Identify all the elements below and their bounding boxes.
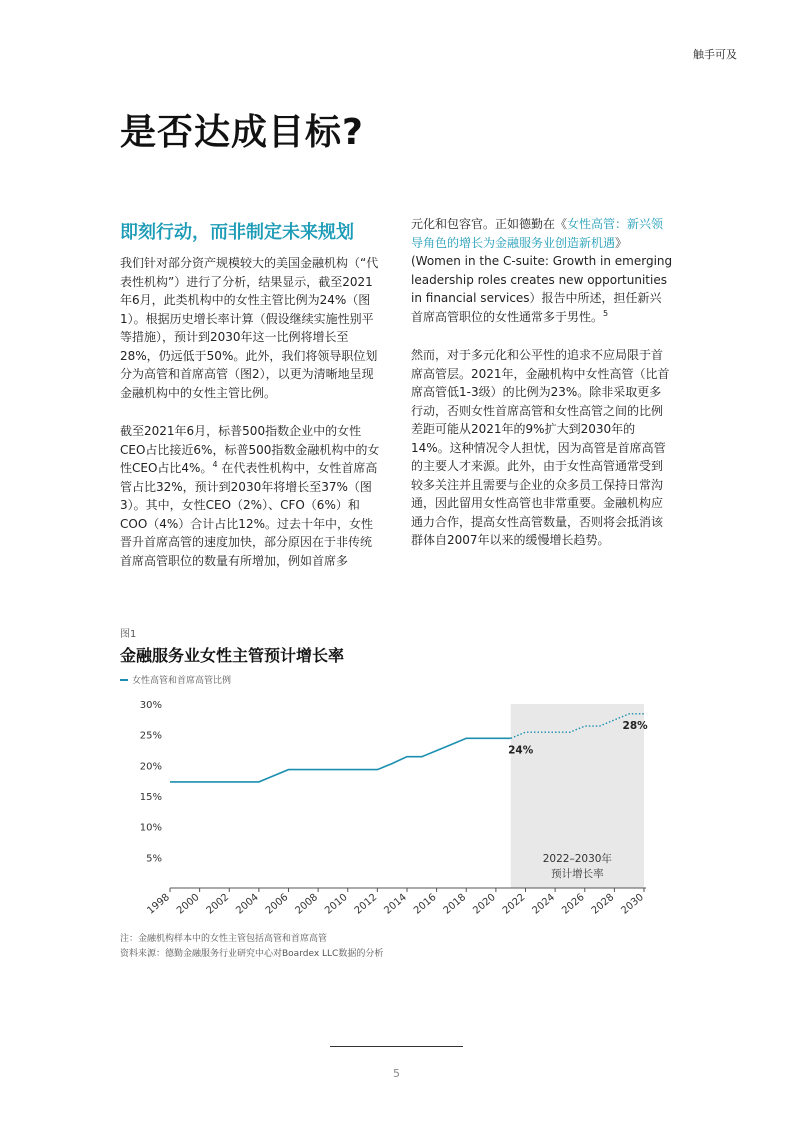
- line-chart: [112, 694, 672, 922]
- x-tick-label: 2016: [411, 891, 439, 917]
- x-tick-label: 2004: [234, 891, 261, 917]
- y-tick-label: 5%: [146, 853, 162, 865]
- x-tick-label: 2026: [560, 891, 587, 917]
- right-column: [411, 215, 673, 570]
- paragraph-right-2: 然而，对于多元化和公平性的追求不应局限于首席高管层。2021年，金融机构中女性高管（比首席高管低1-3级）的比例为23%。除非采取更多行动，否则女性首席高管和女性高管之间的比例差距可能从2021年的9%扩大到2030年的14%。这种情况令人担忧，因为高管是首席高管的主要人才来源。此外，由于女性高管通常受到较多关注并且需要与企业的众多员工保持日常沟通，因此留用女性高管也非常重要。金融机构应通力合作，提高女性高管数量，否则将会抵消该群体自2007年以来的缓慢增长趋势。: [411, 348, 670, 547]
- report-link[interactable]: 女性高管：新兴领导角色的增长为金融服务业创造新机遇: [411, 217, 664, 250]
- page-title: 是否达成目标?: [120, 112, 364, 153]
- section-heading: 即刻行动，而非制定未来规划: [120, 222, 354, 243]
- y-tick-label: 30%: [139, 700, 162, 711]
- x-tick-label: 2010: [323, 891, 350, 917]
- header-section-tag: 触手可及: [693, 48, 737, 61]
- page-number: 5: [393, 1067, 400, 1080]
- legend-label: 女性高管和首席高管比例: [132, 676, 232, 686]
- paragraph-right-1-part-a: 元化和包容官。正如德勤在《: [411, 217, 568, 231]
- figure-notes: [120, 932, 383, 962]
- paragraph-left-1: 我们针对部分资产规模较大的美国金融机构（“代表性机构”）进行了分析，结果显示，截至2021年6月，此类机构中的女性主管比例为24%（图1）。根据历史增长率计算（假设继续实施性别平等措施），预计到2030年这一比例将增长至28%，仍远低于50%。此外，我们将领导职位划分为高管和首席高管（图2），以更为清晰地呈现金融机构中的女性主管比例。: [120, 256, 379, 400]
- data-label-2021: 24%: [508, 744, 534, 757]
- data-label-2030: 28%: [622, 719, 648, 732]
- x-tick-label: 2030: [619, 891, 646, 917]
- x-tick-label: 1998: [145, 891, 172, 917]
- y-tick-label: 25%: [139, 730, 162, 742]
- y-tick-label: 20%: [139, 761, 162, 773]
- figure-label: 图1: [120, 629, 137, 640]
- y-tick-label: 10%: [139, 822, 162, 834]
- x-tick-label: 2002: [204, 891, 232, 917]
- historical-series-line: [170, 738, 511, 782]
- x-tick-label: 2008: [293, 891, 321, 917]
- paragraph-left-2: [120, 422, 382, 570]
- footnote-ref-4[interactable]: 4: [212, 460, 218, 469]
- left-column: [120, 254, 382, 590]
- x-tick-label: 2024: [530, 891, 558, 917]
- x-tick-label: 2018: [441, 891, 469, 917]
- x-tick-label: 2000: [174, 891, 202, 917]
- x-tick-label: 2006: [263, 891, 291, 917]
- paragraph-right-1-part-b: 》(Women in the C-suite: Growth in emerging leadership roles creates new opportunities in financial services）报告中所述，担任新兴首席高管职位的女性通常多于男性。: [411, 235, 673, 324]
- x-tick-label: 2020: [471, 891, 498, 917]
- footnote-ref-5[interactable]: 5: [603, 308, 609, 318]
- chart-legend: [120, 673, 231, 686]
- forecast-region-label: 2022–2030年: [542, 853, 612, 865]
- figure-note: 注：金融机构样本中的女性主管包括高管和首席高管: [120, 934, 328, 944]
- legend-line-swatch: [120, 679, 128, 681]
- x-tick-label: 2028: [589, 891, 617, 917]
- paragraph-right-1: [411, 215, 673, 326]
- x-tick-label: 2022: [500, 891, 528, 917]
- forecast-region-label: 预计增长率: [551, 868, 604, 880]
- paragraph-left-2-part-a: 截至2021年6月，标普500指数企业中的女性CEO占比接近6%，标普500指数金融机构中的女性CEO占比4%。: [120, 424, 380, 475]
- paragraph-left-2-part-b: 在代表性机构中，女性首席高管占比32%，预计到2030年将增长至37%（图3）。其中，女性CEO（2%）、CFO（6%）和COO（4%）合计占比12%。过去十年中，女性晋升首席高管的速度加快，部分原因在于非传统首席高管职位的数量有所增加，例如首席多: [120, 461, 378, 568]
- figure-title: 金融服务业女性主管预计增长率: [120, 646, 345, 665]
- y-tick-label: 15%: [139, 792, 162, 803]
- figure-source: 资料来源：德勤金融服务行业研究中心对Boardex LLC数据的分析: [120, 949, 384, 959]
- x-tick-label: 2014: [382, 891, 409, 917]
- footer-divider: [330, 1046, 463, 1047]
- x-tick-label: 2012: [352, 891, 380, 917]
